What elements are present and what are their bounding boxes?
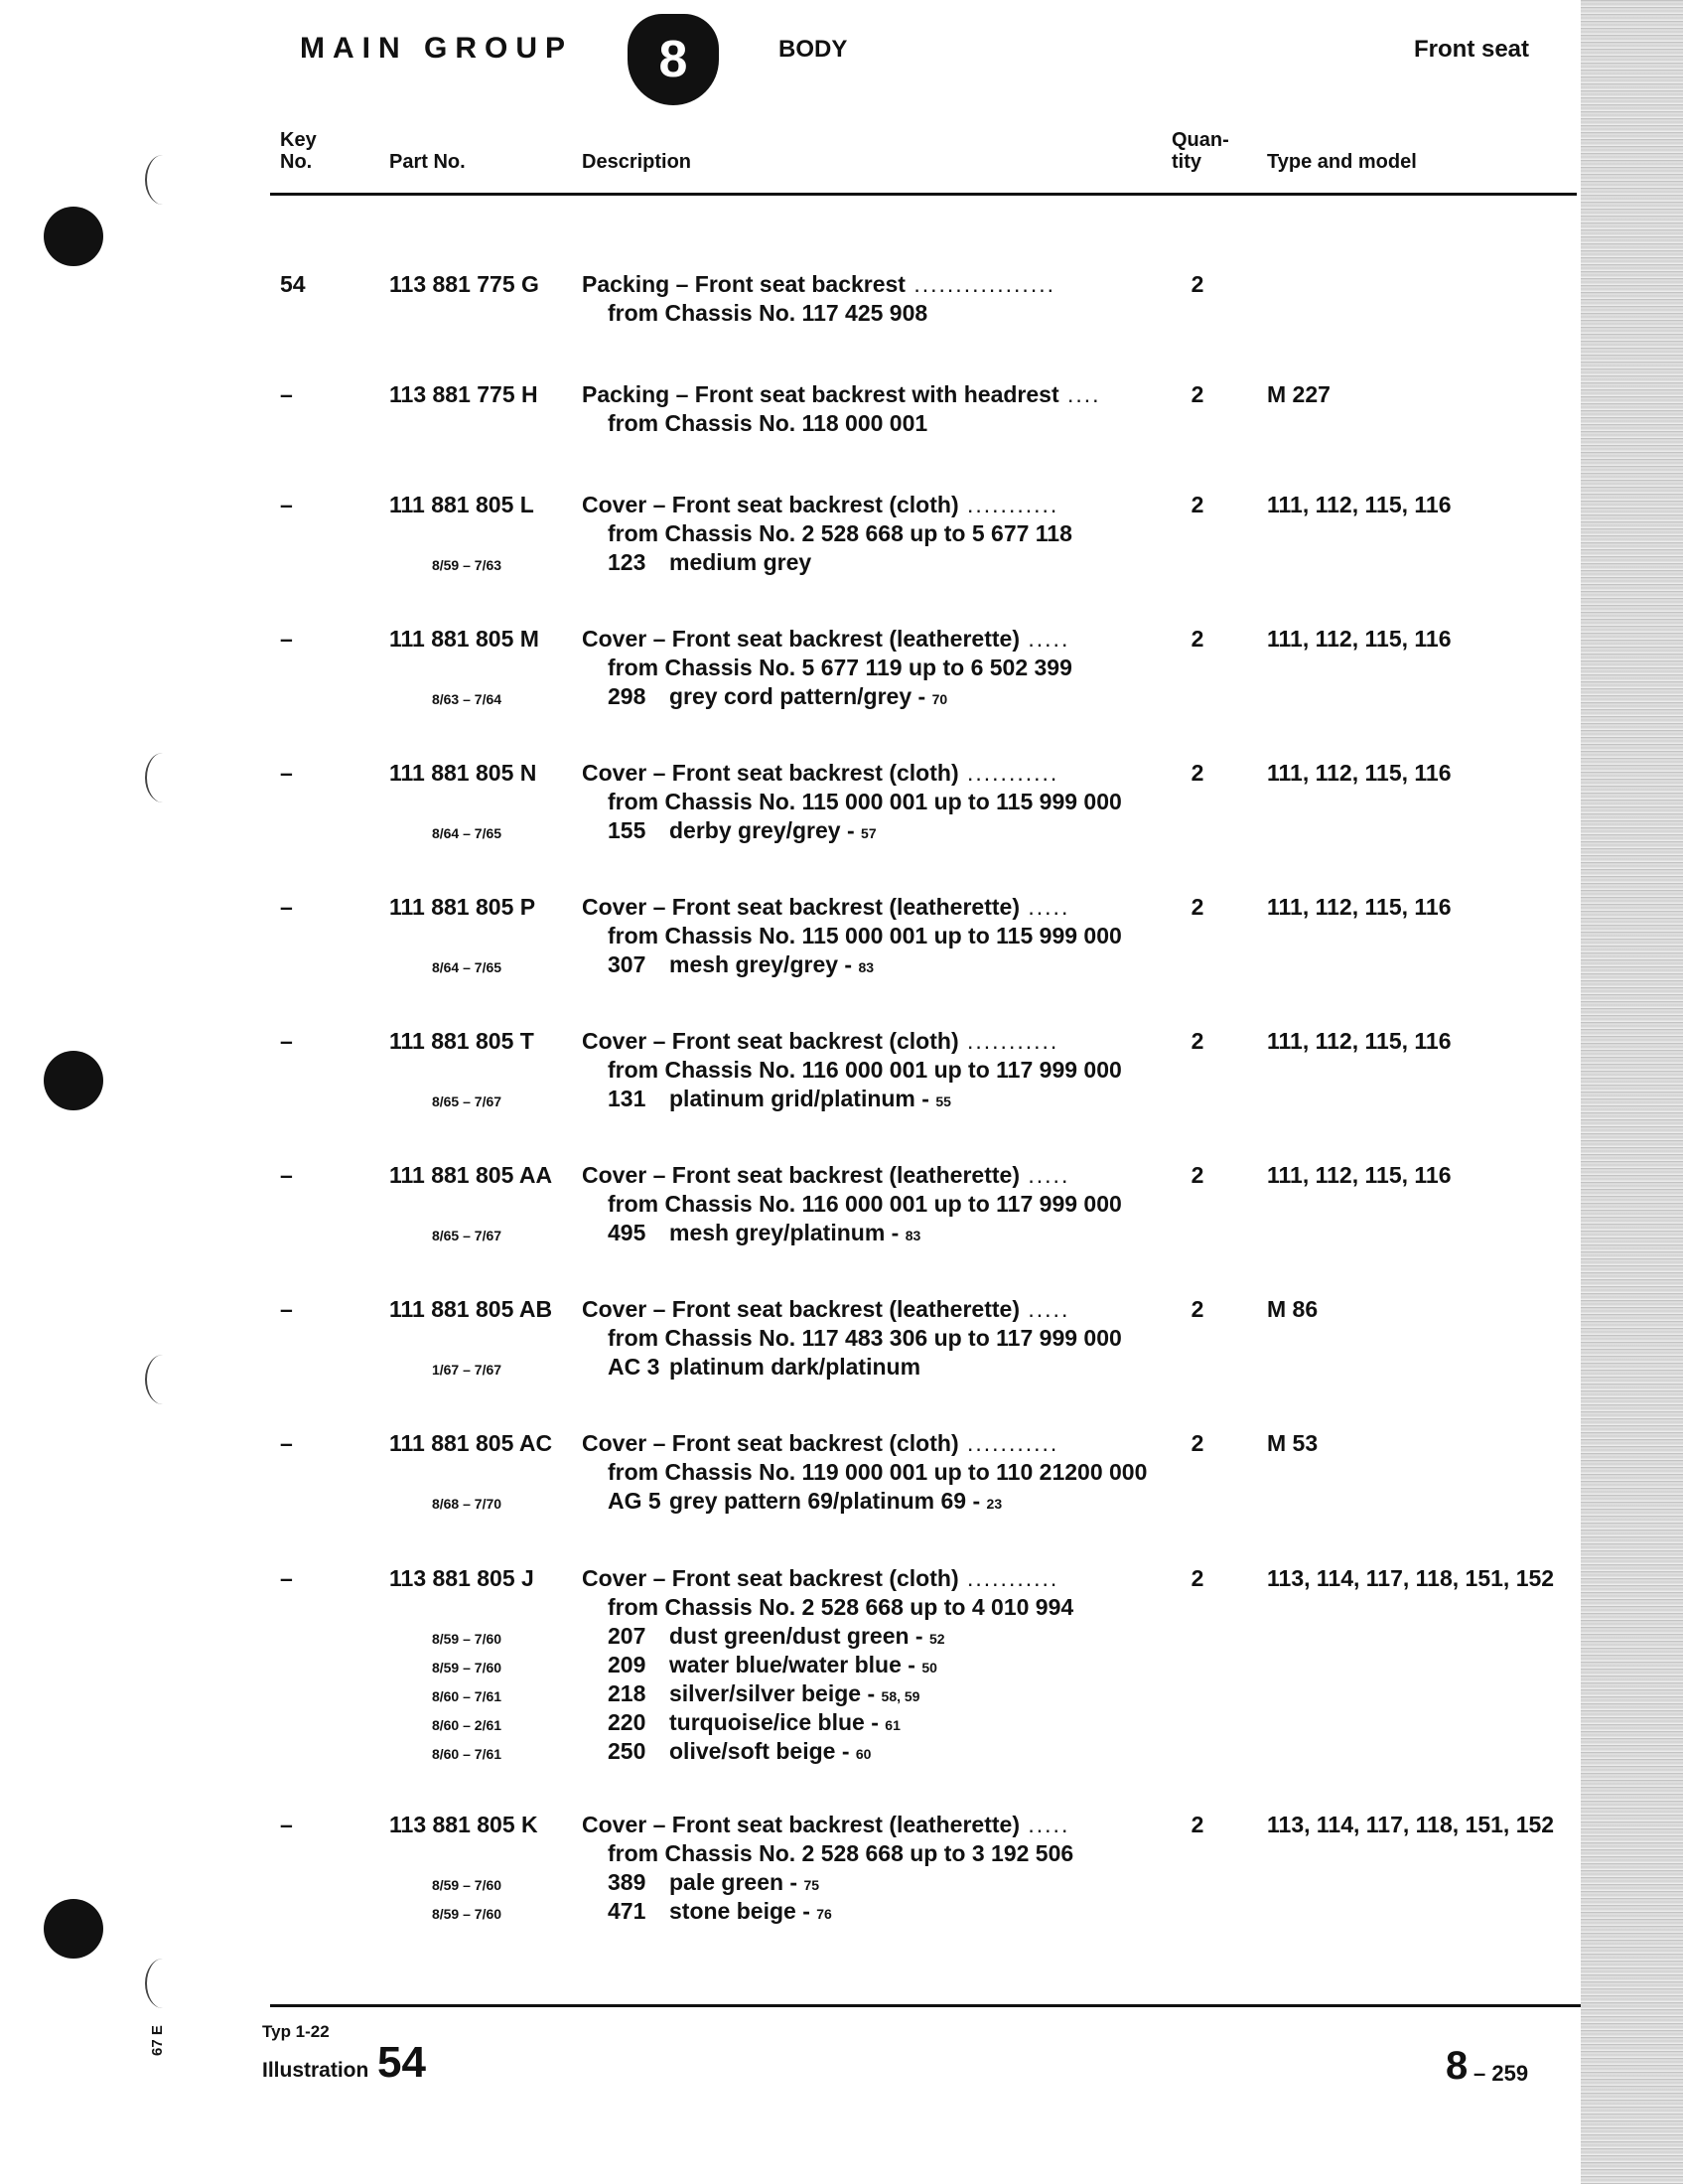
- type-model: 111, 112, 115, 116: [1267, 1028, 1452, 1054]
- variant-name-text: dust green/dust green: [669, 1623, 910, 1649]
- variant-code: 131: [608, 1086, 646, 1111]
- variant-code: 123: [608, 549, 646, 575]
- variant-name-text: grey pattern 69/platinum 69: [669, 1488, 967, 1514]
- variant-ref: 60: [855, 1746, 872, 1762]
- variant-name: [669, 548, 811, 577]
- variant-ref-dash: -: [901, 1652, 922, 1677]
- variant-name-text: mesh grey/grey: [669, 951, 839, 977]
- quantity: 2: [1191, 1296, 1204, 1322]
- variant-ref-dash: -: [914, 1086, 936, 1111]
- quantity: 2: [1191, 1162, 1204, 1188]
- description-title: [582, 1429, 1158, 1458]
- variant-name-text: stone beige: [669, 1898, 796, 1924]
- description-title-text: Packing – Front seat backrest: [582, 271, 906, 297]
- color-variant: [431, 682, 1158, 711]
- variant-code: 495: [608, 1220, 646, 1245]
- chassis-range: from Chassis No. 116 000 001 up to 117 999 000: [608, 1191, 1122, 1217]
- color-variant: [431, 1487, 1158, 1516]
- variant-date: 8/59 – 7/60: [431, 1877, 502, 1893]
- part-no: 111 881 805 L: [389, 492, 534, 517]
- color-variant: [431, 1708, 1158, 1737]
- type-model: M 86: [1267, 1296, 1319, 1322]
- key-no: –: [280, 760, 293, 786]
- type-model: 111, 112, 115, 116: [1267, 760, 1452, 786]
- key-no: –: [280, 1565, 293, 1591]
- binder-hole: [44, 207, 103, 266]
- leader-dots: ...........: [958, 492, 1059, 517]
- description-title: [582, 1811, 1158, 1839]
- description-title-text: Cover – Front seat backrest (cloth): [582, 1565, 959, 1591]
- description-title-text: Cover – Front seat backrest (cloth): [582, 492, 959, 517]
- part-no: 111 881 805 AB: [389, 1296, 553, 1322]
- variant-ref-dash: -: [885, 1220, 906, 1245]
- description-title-text: Cover – Front seat backrest (leatherette): [582, 894, 1020, 920]
- quantity: 2: [1191, 271, 1204, 297]
- key-no: –: [280, 1296, 293, 1322]
- column-part-no: Part No.: [389, 151, 466, 173]
- description-title: [582, 1564, 1158, 1593]
- variant-ref: 55: [935, 1093, 951, 1109]
- variant-ref: 57: [861, 825, 877, 841]
- chassis-range: from Chassis No. 5 677 119 up to 6 502 399: [608, 655, 1072, 680]
- quantity: 2: [1191, 492, 1204, 517]
- group-number-badge: 8: [628, 14, 719, 105]
- description-title: [582, 270, 1158, 299]
- key-no: –: [280, 626, 293, 652]
- variant-ref-dash: -: [840, 817, 862, 843]
- variant-name: [669, 1868, 819, 1900]
- variant-name: [669, 1353, 920, 1382]
- color-variant: [431, 1679, 1158, 1708]
- main-group-label: MAIN GROUP: [300, 32, 573, 65]
- color-variant: [431, 1868, 1158, 1897]
- variant-name: [669, 816, 877, 848]
- variant-date: 1/67 – 7/67: [431, 1362, 502, 1378]
- variant-name-text: medium grey: [669, 549, 812, 575]
- chassis-range: from Chassis No. 118 000 001: [608, 410, 928, 436]
- variant-name: [669, 1708, 901, 1740]
- type-model: M 227: [1267, 381, 1331, 407]
- description: [582, 270, 1158, 328]
- variant-date: 8/59 – 7/60: [431, 1631, 502, 1647]
- variant-name: [669, 1622, 945, 1654]
- variant-code: 389: [608, 1869, 646, 1895]
- variant-name: [669, 1487, 1002, 1519]
- part-no: 111 881 805 P: [389, 894, 536, 920]
- variant-date: 8/64 – 7/65: [431, 825, 502, 841]
- variant-name-text: turquoise/ice blue: [669, 1709, 865, 1735]
- group-name: BODY: [778, 36, 848, 63]
- variant-name-text: olive/soft beige: [669, 1738, 836, 1764]
- key-no: –: [280, 1430, 293, 1456]
- description-title: [582, 759, 1158, 788]
- leader-dots: .....: [1020, 1162, 1070, 1188]
- side-edition-code: 67 E: [149, 2025, 166, 2056]
- variant-name-text: water blue/water blue: [669, 1652, 902, 1677]
- binder-hole: [44, 1899, 103, 1959]
- chassis-range: from Chassis No. 115 000 001 up to 115 999 000: [608, 923, 1122, 948]
- variant-code: 220: [608, 1709, 646, 1735]
- variant-code: 218: [608, 1680, 646, 1706]
- part-no: 113 881 775 G: [389, 271, 539, 297]
- footer-rule: [270, 2004, 1581, 2007]
- part-no: 113 881 805 K: [389, 1812, 538, 1837]
- description-title-text: Cover – Front seat backrest (cloth): [582, 760, 959, 786]
- description: [582, 380, 1158, 438]
- type-reference: Typ 1-22: [262, 2022, 330, 2041]
- column-quantity: Quan- tity: [1172, 129, 1229, 173]
- description-title-text: Cover – Front seat backrest (leatherette): [582, 626, 1020, 652]
- variant-name-text: silver/silver beige: [669, 1680, 862, 1706]
- variant-ref: 83: [858, 959, 875, 975]
- variant-name-text: grey cord pattern/grey: [669, 683, 912, 709]
- variant-code: 298: [608, 683, 646, 709]
- part-no: 113 881 775 H: [389, 381, 538, 407]
- quantity: 2: [1191, 894, 1204, 920]
- variant-date: 8/63 – 7/64: [431, 691, 502, 707]
- illustration-label: Illustration: [262, 2059, 369, 2082]
- key-no: –: [280, 381, 293, 407]
- key-no: –: [280, 1028, 293, 1054]
- key-no: 54: [280, 271, 306, 297]
- variant-date: 8/60 – 7/61: [431, 1688, 502, 1704]
- type-model: 111, 112, 115, 116: [1267, 1162, 1452, 1188]
- quantity: 2: [1191, 760, 1204, 786]
- description-title: [582, 491, 1158, 519]
- page-number-main: 8: [1446, 2044, 1469, 2088]
- variant-date: 8/65 – 7/67: [431, 1228, 502, 1243]
- variant-date: 8/60 – 2/61: [431, 1717, 502, 1733]
- color-variant: [431, 950, 1158, 979]
- part-no: 111 881 805 AA: [389, 1162, 553, 1188]
- leader-dots: ...........: [958, 760, 1059, 786]
- color-variant: [431, 1651, 1158, 1679]
- variant-ref: 58, 59: [881, 1688, 920, 1704]
- binder-hole: [44, 1051, 103, 1110]
- variant-name: [669, 1085, 951, 1116]
- variant-ref-dash: -: [966, 1488, 987, 1514]
- color-variant: [431, 1737, 1158, 1766]
- binder-arc: [145, 155, 181, 205]
- leader-dots: ...........: [958, 1565, 1059, 1591]
- binder-arc: [145, 753, 181, 802]
- quantity: 2: [1191, 626, 1204, 652]
- description-title: [582, 893, 1158, 922]
- description-title: [582, 1295, 1158, 1324]
- variant-date: 8/64 – 7/65: [431, 959, 502, 975]
- description-title-text: Packing – Front seat backrest with headrest: [582, 381, 1059, 407]
- variant-date: 8/68 – 7/70: [431, 1496, 502, 1512]
- variant-code: 471: [608, 1898, 646, 1924]
- variant-date: 8/60 – 7/61: [431, 1746, 502, 1762]
- variant-date: 8/59 – 7/60: [431, 1660, 502, 1675]
- variant-code: AC 3: [608, 1354, 660, 1380]
- description-title: [582, 625, 1158, 654]
- variant-name: [669, 1679, 919, 1711]
- variant-ref-dash: -: [783, 1869, 804, 1895]
- color-variant: [431, 1219, 1158, 1247]
- key-no: –: [280, 492, 293, 517]
- key-no: –: [280, 1162, 293, 1188]
- chassis-range: from Chassis No. 2 528 668 up to 3 192 506: [608, 1840, 1074, 1866]
- variant-name: [669, 950, 874, 982]
- variant-ref-dash: -: [838, 951, 859, 977]
- variant-ref-dash: -: [795, 1898, 817, 1924]
- description-title-text: Cover – Front seat backrest (leatherette): [582, 1296, 1020, 1322]
- variant-code: 207: [608, 1623, 646, 1649]
- leader-dots: .................: [905, 271, 1055, 297]
- column-key-no: Key No.: [280, 129, 317, 173]
- header-rule: [270, 193, 1577, 196]
- variant-code: AG 5: [608, 1488, 661, 1514]
- chassis-range: from Chassis No. 117 483 306 up to 117 999 000: [608, 1325, 1122, 1351]
- variant-date: 8/59 – 7/63: [431, 557, 502, 573]
- column-type-model: Type and model: [1267, 151, 1417, 173]
- description-title-text: Cover – Front seat backrest (leatherette): [582, 1812, 1020, 1837]
- color-variant: [431, 548, 1158, 577]
- variant-code: 307: [608, 951, 646, 977]
- quantity: 2: [1191, 381, 1204, 407]
- part-no: 111 881 805 N: [389, 760, 537, 786]
- type-model: 111, 112, 115, 116: [1267, 626, 1452, 652]
- color-variant: [431, 1897, 1158, 1926]
- variant-code: 250: [608, 1738, 646, 1764]
- section-title: Front seat: [1414, 36, 1530, 63]
- part-no: 113 881 805 J: [389, 1565, 534, 1591]
- variant-ref-dash: -: [864, 1709, 886, 1735]
- part-no: 111 881 805 T: [389, 1028, 534, 1054]
- variant-date: 8/59 – 7/60: [431, 1906, 502, 1922]
- type-model: 113, 114, 117, 118, 151, 152: [1267, 1565, 1555, 1591]
- variant-ref: 70: [931, 691, 948, 707]
- color-variant: [431, 1353, 1158, 1382]
- type-model: 113, 114, 117, 118, 151, 152: [1267, 1812, 1555, 1837]
- variant-ref-dash: -: [835, 1738, 856, 1764]
- quantity: 2: [1191, 1430, 1204, 1456]
- page-number-sub: – 259: [1473, 2061, 1529, 2086]
- scan-edge-noise: [1581, 0, 1683, 2184]
- variant-ref: 52: [929, 1631, 945, 1647]
- type-model: 111, 112, 115, 116: [1267, 492, 1452, 517]
- leader-dots: ...........: [958, 1430, 1059, 1456]
- description-title: [582, 380, 1158, 409]
- illustration-number: 54: [377, 2038, 426, 2087]
- variant-name-text: pale green: [669, 1869, 784, 1895]
- type-model: M 53: [1267, 1430, 1319, 1456]
- chassis-range: from Chassis No. 115 000 001 up to 115 999 000: [608, 789, 1122, 814]
- variant-ref-dash: -: [909, 1623, 929, 1649]
- binder-arc: [145, 1355, 181, 1404]
- key-no: –: [280, 894, 293, 920]
- variant-name-text: platinum dark/platinum: [669, 1354, 921, 1380]
- column-description: Description: [582, 151, 692, 173]
- color-variant: [431, 1622, 1158, 1651]
- leader-dots: ...........: [958, 1028, 1059, 1054]
- variant-name: [669, 1897, 832, 1929]
- part-no: 111 881 805 AC: [389, 1430, 553, 1456]
- description-title-text: Cover – Front seat backrest (cloth): [582, 1028, 959, 1054]
- variant-name-text: derby grey/grey: [669, 817, 841, 843]
- part-no: 111 881 805 M: [389, 626, 539, 652]
- key-no: –: [280, 1812, 293, 1837]
- binder-arc: [145, 1959, 181, 2008]
- description-title: [582, 1161, 1158, 1190]
- quantity: 2: [1191, 1812, 1204, 1837]
- color-variant: [431, 816, 1158, 845]
- variant-ref-dash: -: [861, 1680, 882, 1706]
- variant-date: 8/65 – 7/67: [431, 1093, 502, 1109]
- color-variant: [431, 1085, 1158, 1113]
- description-title: [582, 1027, 1158, 1056]
- variant-ref-dash: -: [912, 683, 932, 709]
- description-title-text: Cover – Front seat backrest (cloth): [582, 1430, 959, 1456]
- variant-name: [669, 1737, 871, 1769]
- variant-name-text: platinum grid/platinum: [669, 1086, 915, 1111]
- variant-name: [669, 682, 947, 714]
- leader-dots: .....: [1020, 626, 1070, 652]
- leader-dots: .....: [1020, 1812, 1070, 1837]
- variant-ref: 23: [986, 1496, 1003, 1512]
- variant-code: 155: [608, 817, 646, 843]
- chassis-range: from Chassis No. 117 425 908: [608, 300, 928, 326]
- description-title-text: Cover – Front seat backrest (leatherette): [582, 1162, 1020, 1188]
- quantity: 2: [1191, 1565, 1204, 1591]
- chassis-range: from Chassis No. 2 528 668 up to 4 010 994: [608, 1594, 1074, 1620]
- variant-name: [669, 1219, 920, 1250]
- variant-ref: 76: [816, 1906, 832, 1922]
- variant-ref: 61: [885, 1717, 901, 1733]
- variant-name-text: mesh grey/platinum: [669, 1220, 886, 1245]
- type-model: 111, 112, 115, 116: [1267, 894, 1452, 920]
- quantity: 2: [1191, 1028, 1204, 1054]
- variant-name: [669, 1651, 937, 1682]
- leader-dots: ....: [1058, 381, 1101, 407]
- chassis-range: from Chassis No. 119 000 001 up to 110 21200 000: [608, 1459, 1148, 1485]
- variant-code: 209: [608, 1652, 646, 1677]
- chassis-range: from Chassis No. 116 000 001 up to 117 999 000: [608, 1057, 1122, 1083]
- variant-ref: 50: [921, 1660, 937, 1675]
- chassis-range: from Chassis No. 2 528 668 up to 5 677 118: [608, 520, 1072, 546]
- variant-ref: 75: [803, 1877, 820, 1893]
- leader-dots: .....: [1020, 1296, 1070, 1322]
- leader-dots: .....: [1020, 894, 1070, 920]
- variant-ref: 83: [905, 1228, 921, 1243]
